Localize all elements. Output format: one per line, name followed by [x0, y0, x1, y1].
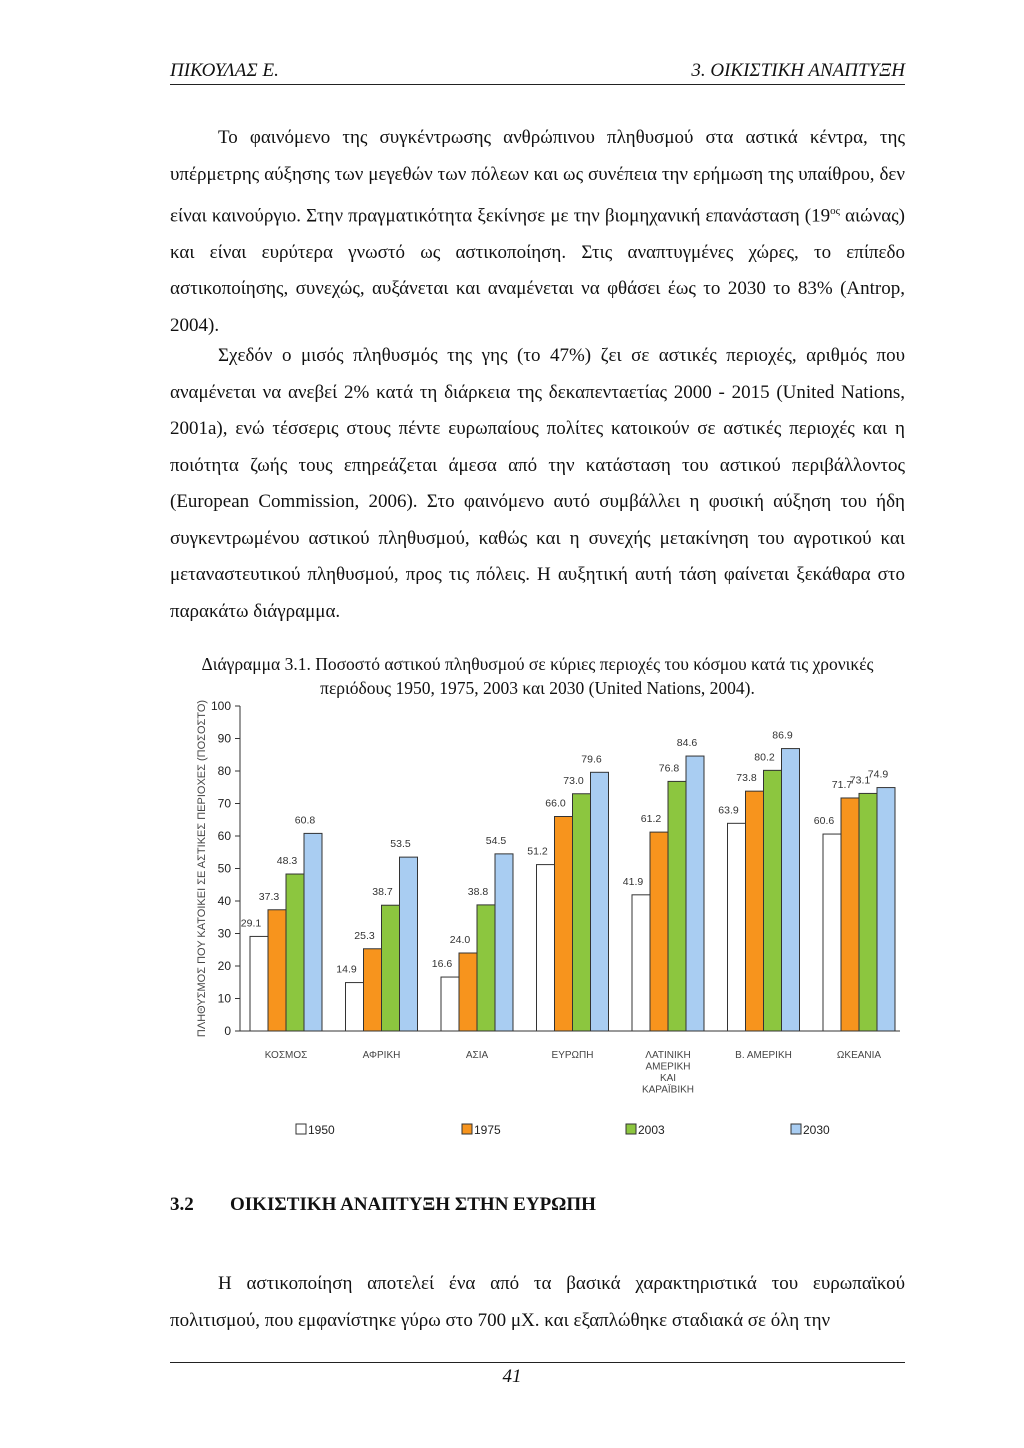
bar	[364, 949, 382, 1031]
footer-rule	[170, 1362, 905, 1363]
bar-value-label: 73.1	[849, 774, 871, 787]
paragraph-1-superscript: ος	[830, 205, 840, 217]
bar	[746, 791, 764, 1031]
bar-value-label: 24.0	[449, 934, 471, 946]
bar	[573, 794, 591, 1031]
bar	[823, 834, 841, 1031]
bar-value-label: 16.6	[431, 958, 453, 971]
legend-label: 2030	[803, 1123, 830, 1137]
paragraph-3: Η αστικοποίηση αποτελεί ένα από τα βασικά χαρακτηριστικά του ευρωπαϊκού πολιτισμού, που εμφανίστηκε γύρω στο 700 μΧ. και εξαπλώθηκε σταδιακά σε όλη την	[170, 1273, 905, 1331]
x-category-label: ΛΑΤΙΝΙΚΗ	[645, 1050, 691, 1061]
bar-value-label: 48.3	[276, 855, 298, 868]
bar	[686, 756, 704, 1031]
x-category-label: Β. ΑΜΕΡΙΚΗ	[735, 1050, 792, 1061]
bar-value-label: 14.9	[336, 963, 357, 976]
x-category-label: ΑΦΡΙΚΗ	[362, 1050, 401, 1061]
bar	[782, 749, 800, 1031]
bar	[555, 817, 573, 1032]
bar	[459, 953, 477, 1031]
bar	[537, 865, 555, 1031]
y-tick-label: 100	[210, 699, 231, 713]
bar-value-label: 63.9	[718, 804, 739, 817]
x-category-label: ΑΜΕΡΙΚΗ	[645, 1061, 691, 1073]
legend-label: 1950	[308, 1123, 335, 1137]
figure-caption-line1: Διάγραμμα 3.1. Ποσοστό αστικού πληθυσμού σε κύριες περιοχές του κόσμου κατά τις χρονικές	[201, 654, 874, 674]
bar	[304, 833, 322, 1031]
x-category-label: ΚΟΣΜΟΣ	[264, 1050, 308, 1061]
bar	[764, 770, 782, 1031]
bar-value-label: 71.7	[831, 778, 853, 791]
legend-swatch	[296, 1124, 306, 1134]
bar-value-label: 60.8	[294, 814, 316, 827]
bar-value-label: 73.0	[563, 774, 584, 787]
legend-label: 2003	[638, 1123, 665, 1137]
bar	[632, 895, 650, 1031]
bar	[346, 983, 364, 1031]
bar-value-label: 25.3	[354, 929, 375, 942]
y-axis-title: ΠΛΗΘΥΣΜΟΣ ΠΟΥ ΚΑΤΟΙΚΕΙ ΣΕ ΑΣΤΙΚΕΣ ΠΕΡΙΟΧΕΣ (ΠΟΣΟΣΤΟ)	[196, 699, 208, 1038]
bar	[441, 977, 459, 1031]
bar-value-label: 54.5	[485, 834, 507, 847]
paragraph-1-part1: Το φαινόμενο της συγκέντρωσης ανθρώπινου πληθυσμού στα αστικά κέντρα, της υπέρμετρης αύξησης των μεγεθών των πόλεων και ως συνέπεια την ερήμωση της υπαίθρου, δεν είναι καινούργιο. Στην πραγματικότητα ξεκίνησε με την βιομηχανική επανάσταση (19	[170, 127, 905, 227]
y-tick-label: 0	[224, 1024, 231, 1038]
paragraph-2: Σχεδόν ο μισός πληθυσμός της γης (το 47%) ζει σε αστικές περιοχές, αριθμός που αναμένεται να ανεβεί 2% κατά τη διάρκεια της δεκαπενταετίας 2000 - 2015 (United Nations, 2001a), ενώ τέσσερις στους πέντε ευρωπαίους πολίτες κατοικούν σε αστικές περιοχές και η ποιότητα ζωής τους επηρεάζεται άμεσα από την κατάσταση του αστικού περιβάλλοντος (European Commission, 2006). Στο φαινόμενο αυτό συμβάλλει η φυσική αύξηση του ήδη συγκεντρωμένου αστικού πληθυσμού, καθώς και η συνεχής μετακίνηση του αγροτικού και μεταναστευτικού πληθυσμού, προς τις πόλεις. Η αυξητική αυτή τάση φαίνεται ξεκάθαρα στο παρακάτω διάγραμμα.	[170, 345, 905, 622]
x-category-label: ΑΣΙΑ	[465, 1050, 489, 1061]
legend-swatch	[791, 1124, 801, 1134]
bar	[668, 781, 686, 1031]
legend-swatch	[626, 1124, 636, 1134]
bar	[841, 798, 859, 1031]
bar-value-label: 61.2	[640, 813, 662, 826]
bar-value-label: 51.2	[527, 845, 548, 858]
paragraph-1-part2: αιώνας) και είναι ευρύτερα γνωστό ως αστικοποίηση. Στις αναπτυγμένες χώρες, το επίπεδο αστικοποίησης, συνεχώς, αυξάνεται και αναμένεται να φθάσει έως το 2030 το 83% (Antrop, 2004).	[170, 205, 906, 336]
bar-value-label: 38.7	[372, 886, 393, 899]
bar	[877, 788, 895, 1031]
bar-value-label: 80.2	[754, 751, 775, 764]
bar	[591, 772, 609, 1031]
y-tick-label: 50	[217, 861, 231, 876]
y-tick-label: 30	[217, 926, 231, 941]
bar-value-label: 29.1	[240, 917, 262, 930]
bar	[477, 905, 495, 1031]
y-tick-label: 60	[217, 829, 231, 843]
y-tick-label: 90	[217, 731, 231, 746]
section-title: ΟΙΚΙΣΤΙΚΗ ΑΝΑΠΤΥΞΗ ΣΤΗΝ ΕΥΡΩΠΗ	[230, 1194, 596, 1215]
y-tick-label: 20	[217, 959, 231, 973]
x-category-label: ΚΑΡΑΪΒΙΚΗ	[641, 1084, 695, 1096]
bar	[250, 936, 268, 1031]
bar-value-label: 73.8	[736, 772, 757, 785]
bar-value-label: 79.6	[581, 753, 602, 766]
y-tick-label: 70	[217, 796, 231, 811]
x-category-label: ΕΥΡΩΠΗ	[551, 1050, 594, 1061]
y-tick-label: 40	[217, 894, 231, 908]
bar-value-label: 53.5	[390, 838, 411, 851]
bar-value-label: 74.9	[867, 768, 889, 781]
section-heading	[170, 1194, 596, 1216]
bar	[728, 823, 746, 1031]
bar-value-label: 38.8	[467, 885, 489, 898]
bar	[400, 857, 418, 1031]
y-tick-label: 10	[217, 991, 231, 1006]
page-number: 41	[502, 1366, 522, 1387]
bar-value-label: 60.6	[813, 815, 835, 828]
bar	[268, 910, 286, 1031]
bar-value-label: 41.9	[622, 875, 644, 888]
bar	[382, 905, 400, 1031]
legend-label: 1975	[474, 1123, 501, 1137]
figure-caption-line2: περιόδους 1950, 1975, 2003 και 2030 (United Nations, 2004).	[320, 678, 755, 698]
x-category-label: ΚΑΙ	[659, 1073, 677, 1084]
bar	[650, 832, 668, 1031]
bar-value-label: 76.8	[658, 762, 680, 775]
x-category-label: ΩΚΕΑΝΙΑ	[836, 1050, 882, 1061]
y-tick-label: 80	[217, 764, 231, 778]
bar	[286, 874, 304, 1031]
section-number: 3.2	[170, 1194, 194, 1215]
bar	[859, 793, 877, 1031]
header-chapter: 3. ΟΙΚΙΣΤΙΚΗ ΑΝΑΠΤΥΞΗ	[691, 60, 905, 81]
bar-value-label: 66.0	[545, 797, 566, 810]
legend-swatch	[462, 1124, 472, 1134]
bar-value-label: 86.9	[772, 729, 793, 742]
bar-value-label: 84.6	[676, 737, 698, 750]
bar	[495, 854, 513, 1031]
bar-value-label: 37.3	[258, 890, 280, 903]
header-author: ΠΙΚΟΥΛΑΣ Ε.	[170, 60, 279, 81]
